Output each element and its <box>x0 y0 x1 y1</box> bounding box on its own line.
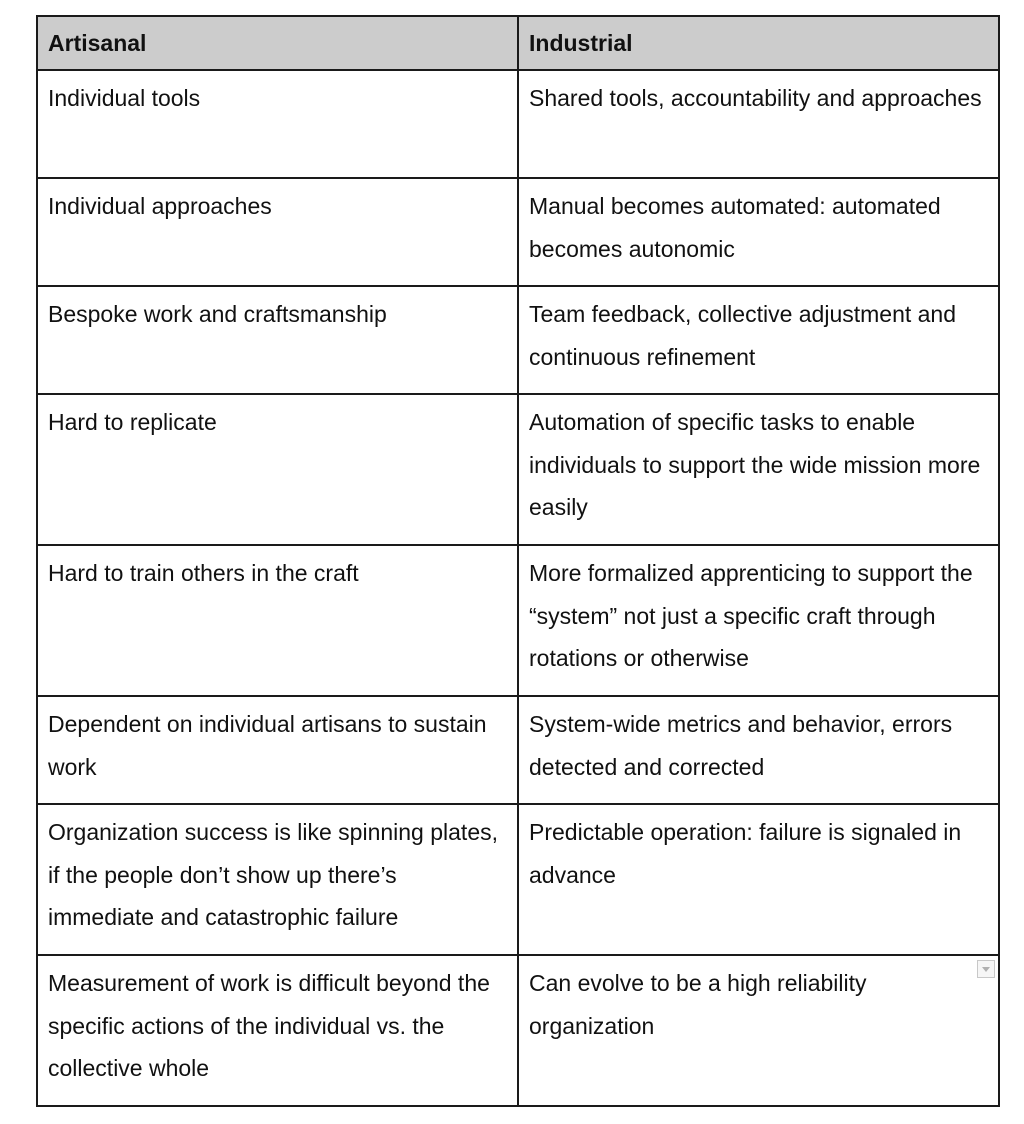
table-row <box>37 70 999 178</box>
industrial-cell: Automation of specific tasks to enable individuals to support the wide mission more easily <box>518 394 999 545</box>
artisanal-cell: Individual tools <box>37 70 518 178</box>
industrial-cell: Predictable operation: failure is signaled in advance <box>518 804 999 955</box>
artisanal-cell: Organization success is like spinning plates, if the people don’t show up there’s immediate and catastrophic failure <box>37 804 518 955</box>
artisanal-cell: Bespoke work and craftsmanship <box>37 286 518 394</box>
industrial-cell: Team feedback, collective adjustment and continuous refinement <box>518 286 999 394</box>
industrial-cell-text: Can evolve to be a high reliability organization <box>529 970 867 1039</box>
chevron-down-icon[interactable] <box>977 960 995 978</box>
table-row <box>37 545 999 696</box>
industrial-cell: System-wide metrics and behavior, errors detected and corrected <box>518 696 999 804</box>
comparison-table <box>36 15 1000 1107</box>
table-row <box>37 804 999 955</box>
industrial-cell: Shared tools, accountability and approaches <box>518 70 999 178</box>
industrial-cell: More formalized apprenticing to support the “system” not just a specific craft through rotations or otherwise <box>518 545 999 696</box>
table-row <box>37 696 999 804</box>
industrial-cell: Manual becomes automated: automated becomes autonomic <box>518 178 999 286</box>
artisanal-cell: Measurement of work is difficult beyond the specific actions of the individual vs. the collective whole <box>37 955 518 1106</box>
table-row <box>37 178 999 286</box>
artisanal-cell: Dependent on individual artisans to sustain work <box>37 696 518 804</box>
table-row <box>37 394 999 545</box>
artisanal-cell: Individual approaches <box>37 178 518 286</box>
header-row <box>37 16 999 70</box>
artisanal-cell: Hard to train others in the craft <box>37 545 518 696</box>
table-row <box>37 955 999 1106</box>
industrial-cell-last <box>518 955 999 1106</box>
header-artisanal: Artisanal <box>37 16 518 70</box>
table-row <box>37 286 999 394</box>
header-industrial: Industrial <box>518 16 999 70</box>
artisanal-cell: Hard to replicate <box>37 394 518 545</box>
